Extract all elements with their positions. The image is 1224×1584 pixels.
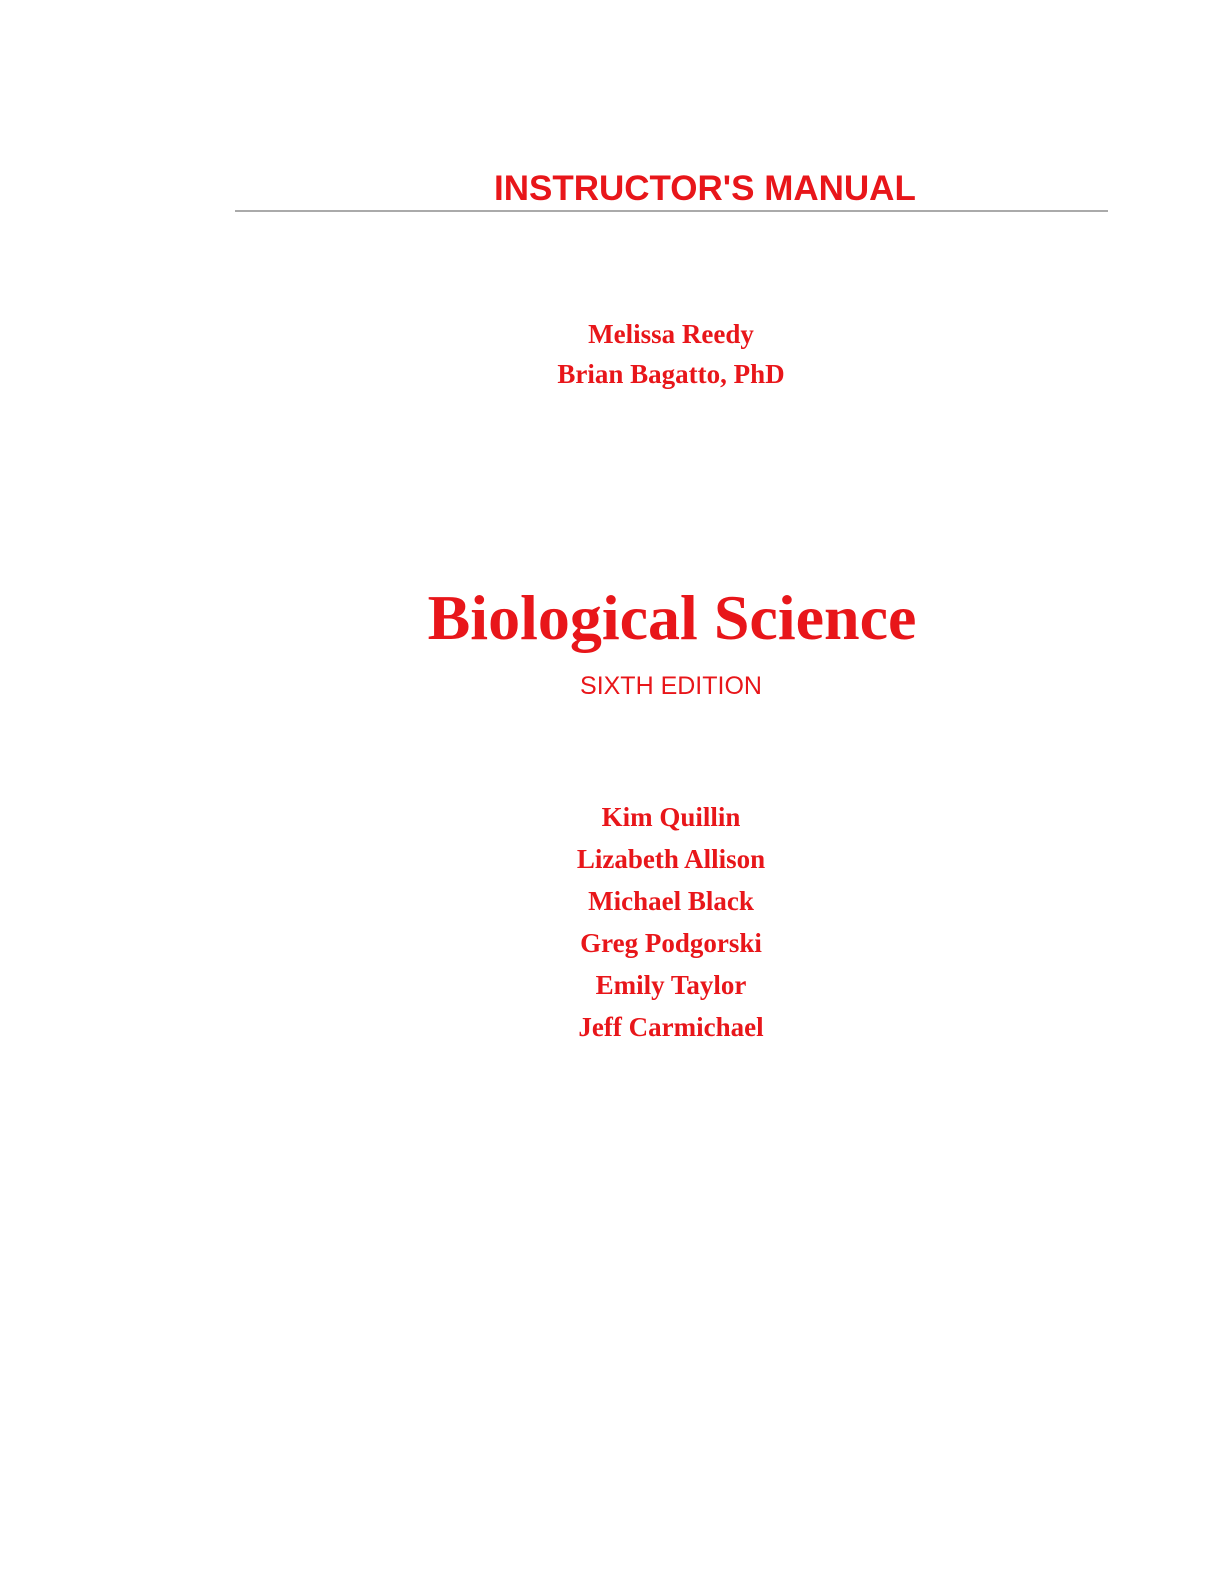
manual-authors (471, 314, 871, 394)
manual-heading: INSTRUCTOR'S MANUAL (494, 169, 916, 208)
book-author: Greg Podgorski (580, 928, 762, 958)
book-author: Emily Taylor (595, 970, 747, 1000)
manual-author: Melissa Reedy (588, 319, 754, 349)
book-author: Lizabeth Allison (576, 844, 766, 874)
edition-label: SIXTH EDITION (580, 672, 762, 700)
book-author: Kim Quillin (601, 802, 741, 832)
header-divider (235, 210, 1108, 212)
book-authors (471, 796, 871, 1048)
manual-author: Brian Bagatto, PhD (557, 359, 785, 389)
book-author: Jeff Carmichael (578, 1012, 764, 1042)
book-title: Biological Science (427, 582, 917, 653)
book-author: Michael Black (588, 886, 754, 916)
